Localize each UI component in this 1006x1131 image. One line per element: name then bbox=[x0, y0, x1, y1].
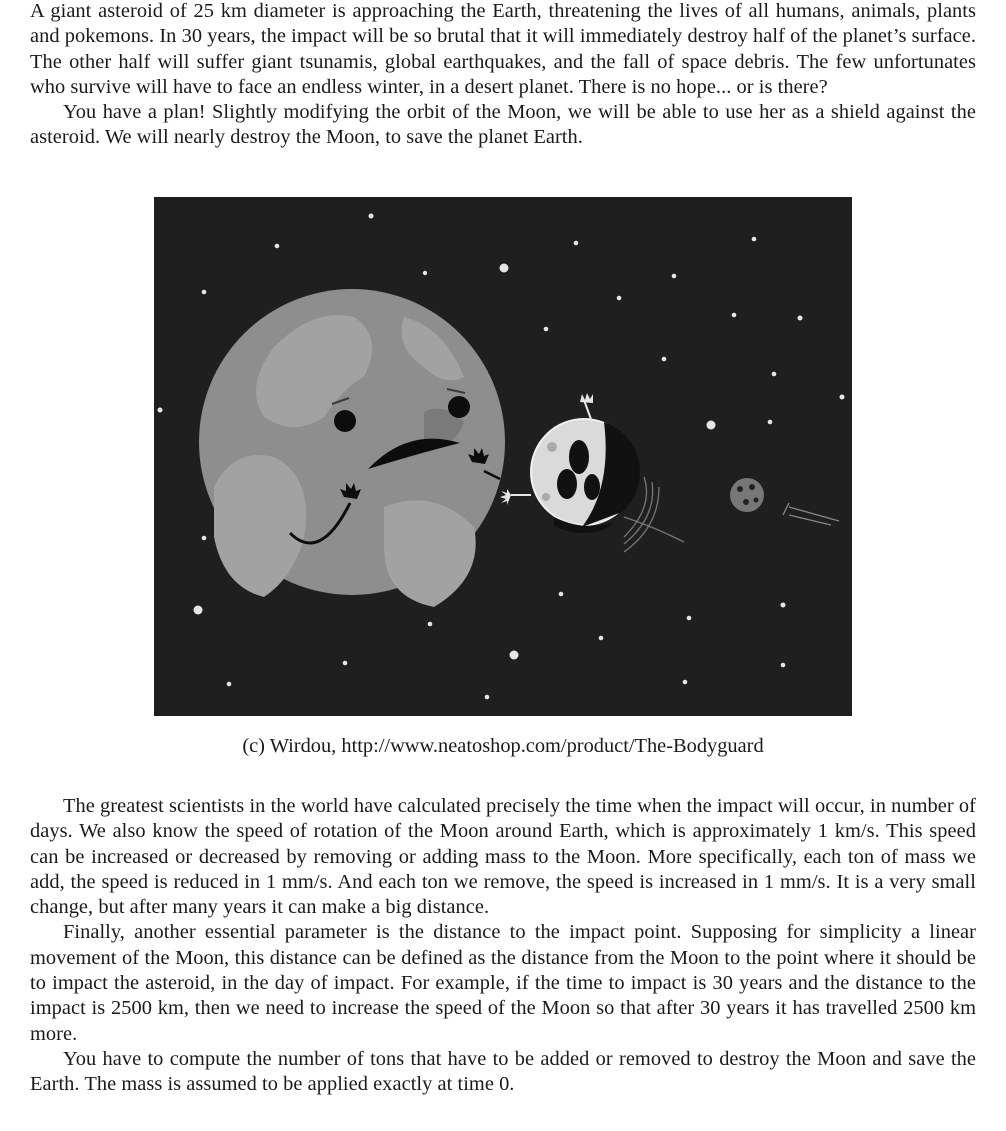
illustration-svg bbox=[154, 197, 852, 716]
body-paragraph-distance: Finally, another essential parameter is the distance to the impact point. Supposing for simplicity a linear movement of the Moon, this distance can be defined as the distance from the Moon to the point where it should be to impact the asteroid, in the day of impact. For example, if the time to impact is 30 years and the distance to the impact is 2500 km, then we need to increase the speed of the Moon so that after 30 years it has travelled 2500 km more. bbox=[30, 921, 976, 1045]
body-paragraph-task: You have to compute the number of tons that have to be added or removed to destroy the Moon and save the Earth. The mass is assumed to be applied exactly at time 0. bbox=[30, 1047, 976, 1096]
earth-character bbox=[199, 289, 505, 607]
intro-section bbox=[30, 0, 976, 151]
intro-paragraph-plan: You have a plan! Slightly modifying the orbit of the Moon, we will be able to use her as a shield against the asteroid. We will nearly destroy the Moon, to save the planet Earth. bbox=[30, 101, 976, 149]
earth-moon-illustration bbox=[154, 197, 852, 716]
body-paragraph-speed: The greatest scientists in the world have calculated precisely the time when the impact will occur, in number of days. We also know the speed of rotation of the Moon around Earth, which is approximately 1 km/s. This speed can be increased or decreased by removing or adding mass to the Moon. More specifically, each ton of mass we add, the speed is reduced in 1 mm/s. And each ton we remove, the speed is increased in 1 mm/s. It is a very small change, but after many years it can make a big distance. bbox=[30, 795, 976, 919]
body-section bbox=[30, 794, 976, 1098]
figure-caption: (c) Wirdou, http://www.neatoshop.com/product/The-Bodyguard bbox=[242, 735, 764, 757]
intro-paragraph-asteroid: A giant asteroid of 25 km diameter is approaching the Earth, threatening the lives of all humans, animals, plants and pokemons. In 30 years, the impact will be so brutal that it will immediately destroy half of the planet’s surface. The other half will suffer giant tsunamis, global earthquakes, and the fall of space debris. The few unfortunates who survive will have to face an endless winter, in a desert planet. There is no hope... or is there? bbox=[30, 0, 976, 98]
